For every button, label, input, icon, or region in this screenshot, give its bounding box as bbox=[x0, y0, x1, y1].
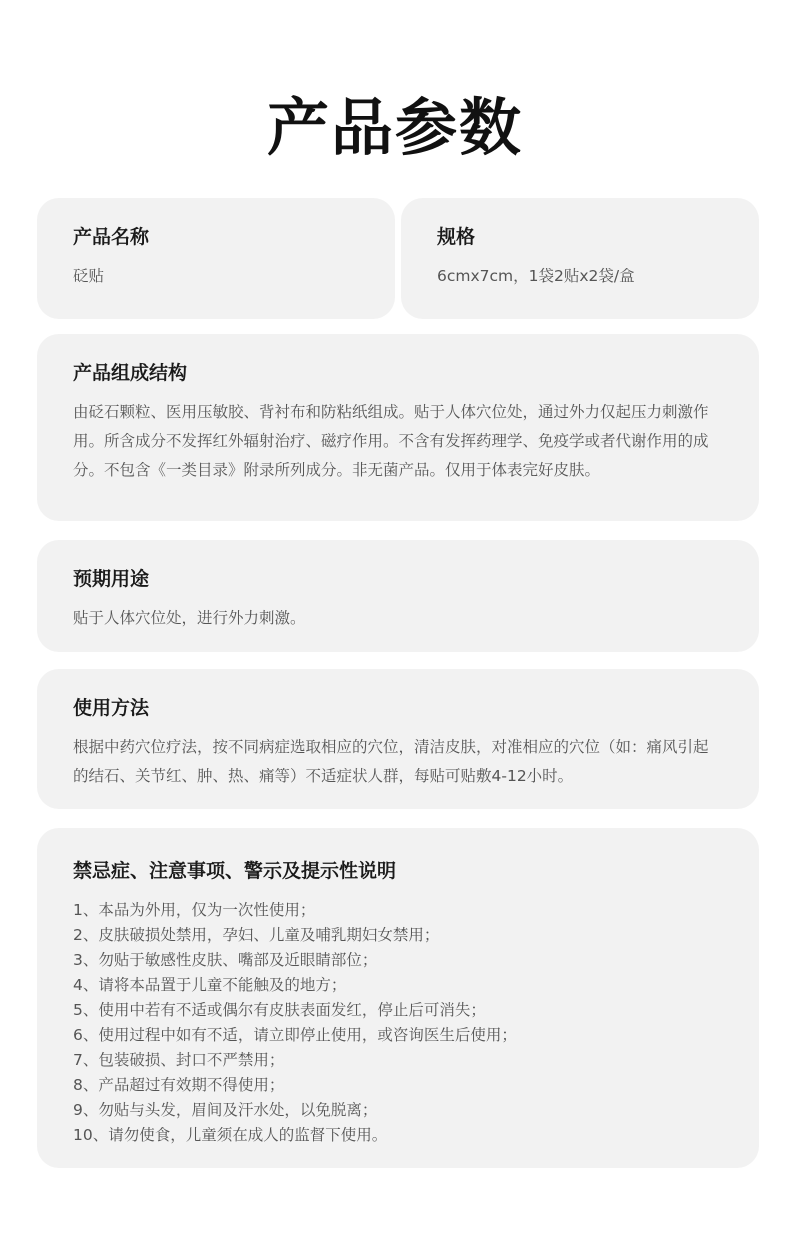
warning-item: 3、勿贴于敏感性皮肤、嘴部及近眼睛部位； bbox=[73, 951, 378, 969]
product-name-card bbox=[37, 198, 395, 319]
warnings-list bbox=[73, 898, 723, 1148]
warning-item: 1、本品为外用，仅为一次性使用； bbox=[73, 901, 316, 919]
product-name-title: 产品名称 bbox=[73, 226, 150, 248]
warnings-card bbox=[37, 828, 759, 1168]
page-title: 产品参数 bbox=[266, 91, 523, 164]
usage-method-card bbox=[37, 669, 759, 809]
warning-item: 2、皮肤破损处禁用，孕妇、儿童及哺乳期妇女禁用； bbox=[73, 926, 440, 944]
specification-title: 规格 bbox=[437, 226, 476, 248]
composition-title: 产品组成结构 bbox=[73, 362, 188, 384]
warning-item: 10、请勿使食，儿童须在成人的监督下使用。 bbox=[73, 1126, 388, 1144]
warning-item: 4、请将本品置于儿童不能触及的地方； bbox=[73, 976, 347, 994]
intended-use-card bbox=[37, 540, 759, 652]
warning-item: 7、包装破损、封口不严禁用； bbox=[73, 1051, 285, 1069]
usage-method-title: 使用方法 bbox=[73, 697, 150, 719]
warning-item: 6、使用过程中如有不适，请立即停止使用，或咨询医生后使用； bbox=[73, 1026, 517, 1044]
warning-item: 9、勿贴与头发，眉间及汗水处，以免脱离； bbox=[73, 1101, 378, 1119]
warning-item: 5、使用中若有不适或偶尔有皮肤表面发红，停止后可消失； bbox=[73, 1001, 486, 1019]
specification-value: 6cmx7cm，1袋2贴x2袋/盒 bbox=[437, 267, 635, 285]
product-name-value: 砭贴 bbox=[73, 267, 105, 285]
specification-card bbox=[401, 198, 759, 319]
warning-item: 8、产品超过有效期不得使用； bbox=[73, 1076, 285, 1094]
intended-use-text: 贴于人体穴位处，进行外力刺激。 bbox=[73, 609, 306, 627]
warnings-title: 禁忌症、注意事项、警示及提示性说明 bbox=[73, 860, 397, 882]
composition-text: 由砭石颗粒、医用压敏胶、背衬布和防粘纸组成。贴于人体穴位处，通过外力仅起压力刺激作用。所含成分不发挥红外辐射治疗、磁疗作用。不含有发挥药理学、免疫学或者代谢作用的成分。不包含《一类目录》附录所列成分。非无菌产品。仅用于体表完好皮肤。 bbox=[73, 403, 709, 479]
composition-card bbox=[37, 334, 759, 521]
usage-method-text: 根据中药穴位疗法，按不同病症选取相应的穴位，清洁皮肤，对准相应的穴位（如：痛风引起的结石、关节红、肿、热、痛等）不适症状人群，每贴可贴敷4-12小时。 bbox=[73, 738, 709, 785]
intended-use-title: 预期用途 bbox=[73, 568, 150, 590]
